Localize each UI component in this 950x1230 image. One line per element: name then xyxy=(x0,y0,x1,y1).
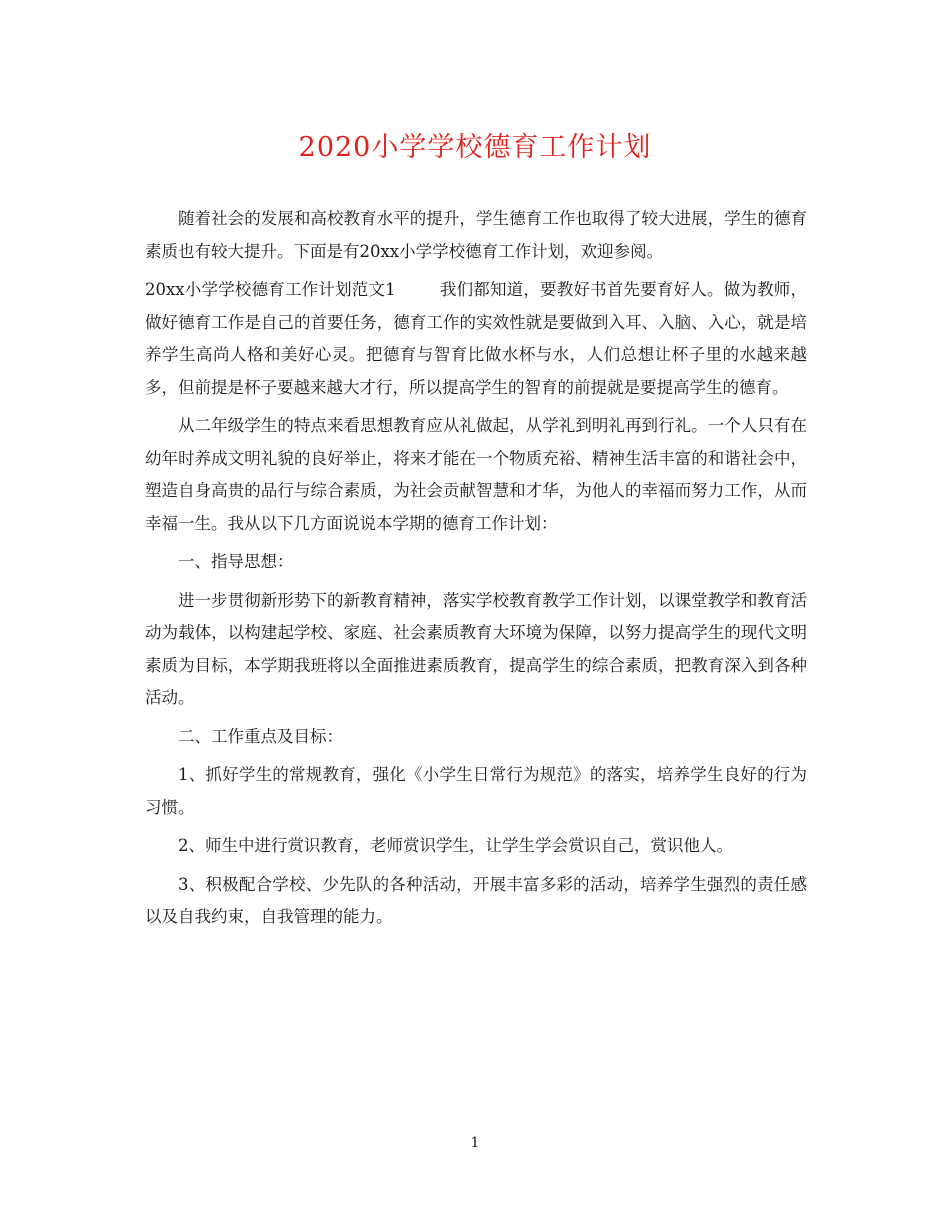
paragraph-1: 我们都知道，要教好书首先要育好人。做为教师，做好德育工作是自己的首要任务，德育工作的实效性就是要做到入耳、入脑、入心，就是培养学生高尚人格和美好心灵。把德育与智育比做水杯与水，人们总想让杯子里的水越来越多，但前提是杯子要越来越大才行，所以提高学生的智育的前提就是要提高学生的德育。 xyxy=(145,280,808,397)
section-heading-2: 二、工作重点及目标： xyxy=(178,726,343,746)
list-item-1: 1、抓好学生的常规教育，强化《小学生日常行为规范》的落实，培养学生良好的行为习惯。 xyxy=(145,765,807,817)
paragraph-3: 进一步贯彻新形势下的新教育精神，落实学校教育教学工作计划，以课堂教学和教育活动为载体，以构建起学校、家庭、社会素质教育大环境为保障，以努力提高学生的现代文明素质为目标，本学期我班将以全面推进素质教育，提高学生的综合素质，把教育深入到各种活动。 xyxy=(145,590,807,707)
document-body xyxy=(145,203,807,940)
list-item-2: 2、师生中进行赏识教育，老师赏识学生，让学生学会赏识自己，赏识他人。 xyxy=(178,836,733,855)
paragraph-2: 从二年级学生的特点来看思想教育应从礼做起，从学礼到明礼再到行礼。一个人只有在幼年时养成文明礼貌的良好举止，将来才能在一个物质充裕、精神生活丰富的和谐社会中，塑造自身高贵的品行与综合素质，为社会贡献智慧和才华，为他人的幸福而努力工作，从而幸福一生。我从以下几方面说说本学期的德育工作计划： xyxy=(145,416,807,533)
list-item-3: 3、积极配合学校、少先队的各种活动，开展丰富多彩的活动，培养学生强烈的责任感以及自我约束，自我管理的能力。 xyxy=(145,874,807,926)
sample-heading: 20xx小学学校德育工作计划范文1 xyxy=(145,280,396,299)
intro-paragraph: 随着社会的发展和高校教育水平的提升，学生德育工作也取得了较大进展，学生的德育素质也有较大提升。下面是有20xx小学学校德育工作计划，欢迎参阅。 xyxy=(145,209,807,261)
section-heading-1: 一、指导思想： xyxy=(178,552,294,571)
page-number: 1 xyxy=(470,1135,480,1151)
document-title: 2020小学学校德育工作计划 xyxy=(298,132,652,163)
sample-paragraph xyxy=(145,274,807,404)
